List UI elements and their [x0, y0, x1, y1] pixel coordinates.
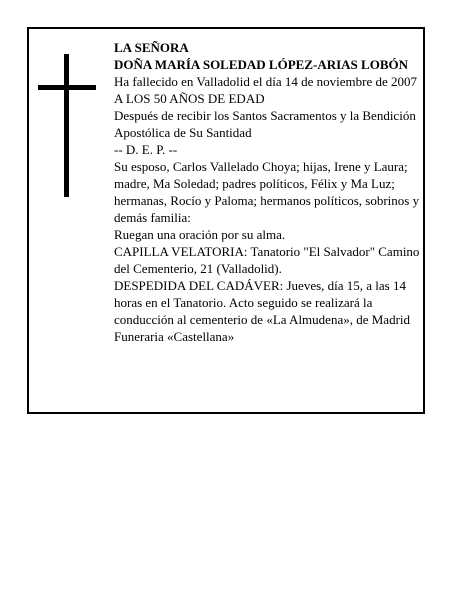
cross-icon-crossbar: [38, 85, 96, 90]
cross-icon: [64, 54, 69, 197]
family-text: Su esposo, Carlos Vallelado Choya; hijas, Irene y Laura; madre, Ma Soledad; padres políticos, Félix y Ma Luz; hermanas, Rocío y Paloma; hermanos políticos, sobrinos y demás familia:: [114, 159, 420, 225]
chapel-text: CAPILLA VELATORIA: Tanatorio "El Salvador" Camino del Cementerio, 21 (Valladolid).: [114, 244, 420, 276]
sacraments-text: Después de recibir los Santos Sacramentos y la Bendición Apostólica de Su Santidad: [114, 108, 416, 140]
rip-text: -- D. E. P. --: [114, 142, 178, 157]
obituary-text: [114, 39, 426, 345]
funeral-home-text: Funeraria «Castellana»: [114, 329, 235, 344]
prayer-text: Ruegan una oración por su alma.: [114, 227, 286, 242]
title-honorific: LA SEÑORA: [114, 40, 189, 55]
farewell-text: DESPEDIDA DEL CADÁVER: Jueves, día 15, a las 14 horas en el Tanatorio. Acto seguido se realizará la conducción al cementerio de «La Almudena», de Madrid: [114, 278, 411, 327]
deceased-name: DOÑA MARÍA SOLEDAD LÓPEZ-ARIAS LOBÓN: [114, 57, 408, 72]
death-date-text: Ha fallecido en Valladolid el día 14 de noviembre de 2007: [114, 74, 417, 89]
age-text: A LOS 50 AÑOS DE EDAD: [114, 91, 265, 106]
